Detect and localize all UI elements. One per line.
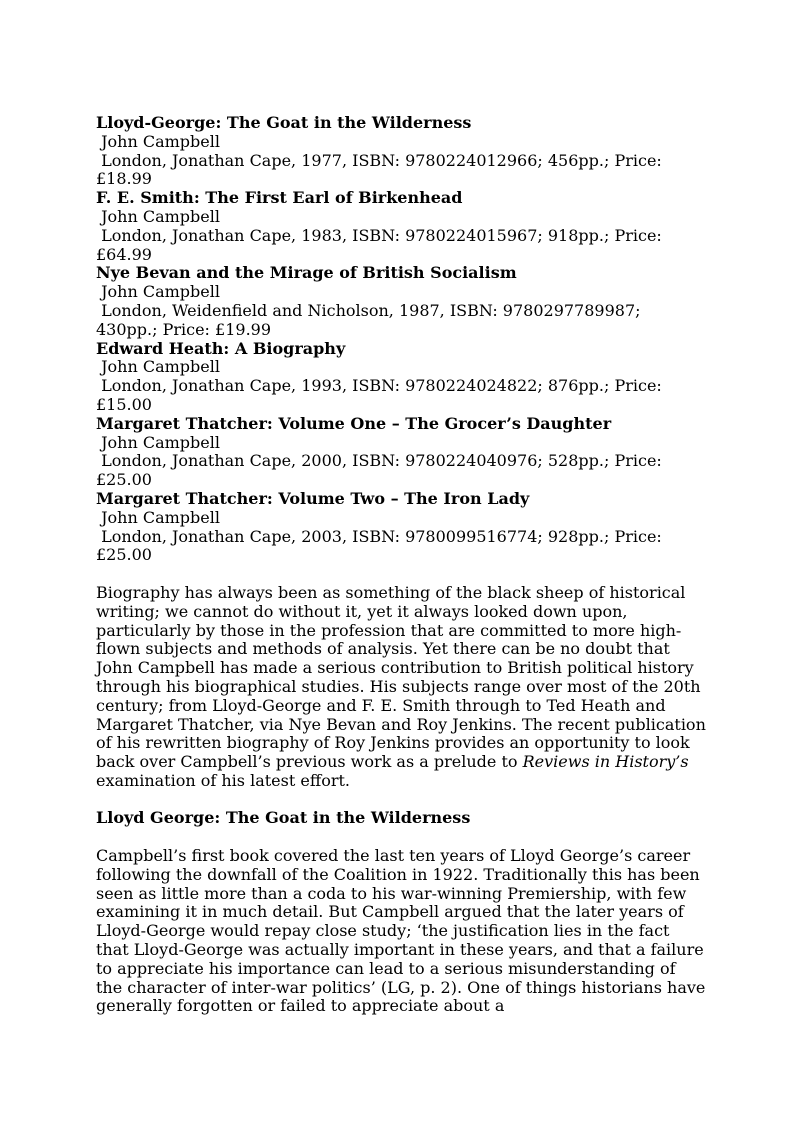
book-entry	[96, 340, 706, 415]
book-author: John Campbell	[96, 507, 220, 527]
book-author: John Campbell	[96, 206, 220, 226]
book-details: London, Weidenfield and Nicholson, 1987, ISBN: 9780297789987; 430pp.; Price: £19.99	[96, 300, 646, 339]
book-author: John Campbell	[96, 432, 220, 452]
book-details: London, Jonathan Cape, 2003, ISBN: 9780099516774; 928pp.; Price: £25.00	[96, 526, 667, 565]
intro-text: Biography has always been as something of the black sheep of historical writing; we cannot do without it, yet it always looked down upon, particularly by those in the profession that are committed to more high-flown subjects and methods of analysis. Yet there can be no doubt that John Campbell has made a serious contribution to British political history through his biographical studies. His subjects range over most of the 20th century; from Lloyd-George and F. E. Smith through to Ted Heath and Margaret Thatcher, via Nye Bevan and Roy Jenkins. The recent publication of his rewritten biography of Roy Jenkins provides an opportunity to look back over Campbell’s previous work as a prelude to	[96, 582, 706, 772]
book-details: London, Jonathan Cape, 2000, ISBN: 9780224040976; 528pp.; Price: £25.00	[96, 451, 667, 490]
book-details: London, Jonathan Cape, 1993, ISBN: 9780224024822; 876pp.; Price: £15.00	[96, 376, 667, 414]
book-entry	[96, 415, 706, 490]
book-title: Edward Heath: A Biography	[96, 338, 346, 358]
document-page	[96, 114, 706, 1016]
book-details: London, Jonathan Cape, 1977, ISBN: 9780224012966; 456pp.; Price: £18.99	[96, 150, 667, 189]
book-entry	[96, 264, 706, 339]
intro-text-end: examination of his latest effort.	[96, 770, 351, 790]
section-heading: Lloyd George: The Goat in the Wilderness	[96, 808, 471, 828]
book-title: F. E. Smith: The First Earl of Birkenhead	[96, 188, 463, 208]
journal-title: Reviews in History’s	[522, 752, 689, 772]
book-title: Margaret Thatcher: Volume Two – The Iron Lady	[96, 488, 530, 508]
book-author: John Campbell	[96, 357, 220, 377]
book-title: Nye Bevan and the Mirage of British Socialism	[96, 263, 517, 283]
book-entry	[96, 114, 706, 189]
intro-paragraph	[96, 584, 706, 791]
book-title: Margaret Thatcher: Volume One – The Grocer’s Daughter	[96, 413, 612, 433]
book-entry	[96, 490, 706, 565]
section-paragraph: Campbell’s first book covered the last ten years of Lloyd George’s career following the downfall of the Coalition in 1922. Traditionally this has been seen as little more than a coda to his war-winning Premiership, with few examining it in much detail. But Campbell argued that the later years of Lloyd-George would repay close study; ‘the justification lies in the fact that Lloyd-George was actually important in these years, and that a failure to appreciate his importance can lead to a serious misunderstanding of the character of inter-war politics’ (LG, p. 2). One of things historians have generally forgotten or failed to appreciate about a	[96, 846, 706, 1016]
book-details: London, Jonathan Cape, 1983, ISBN: 9780224015967; 918pp.; Price: £64.99	[96, 225, 667, 264]
book-author: John Campbell	[96, 131, 220, 151]
book-author: John Campbell	[96, 282, 220, 302]
book-title: Lloyd-George: The Goat in the Wilderness	[96, 113, 472, 132]
book-entry	[96, 189, 706, 264]
